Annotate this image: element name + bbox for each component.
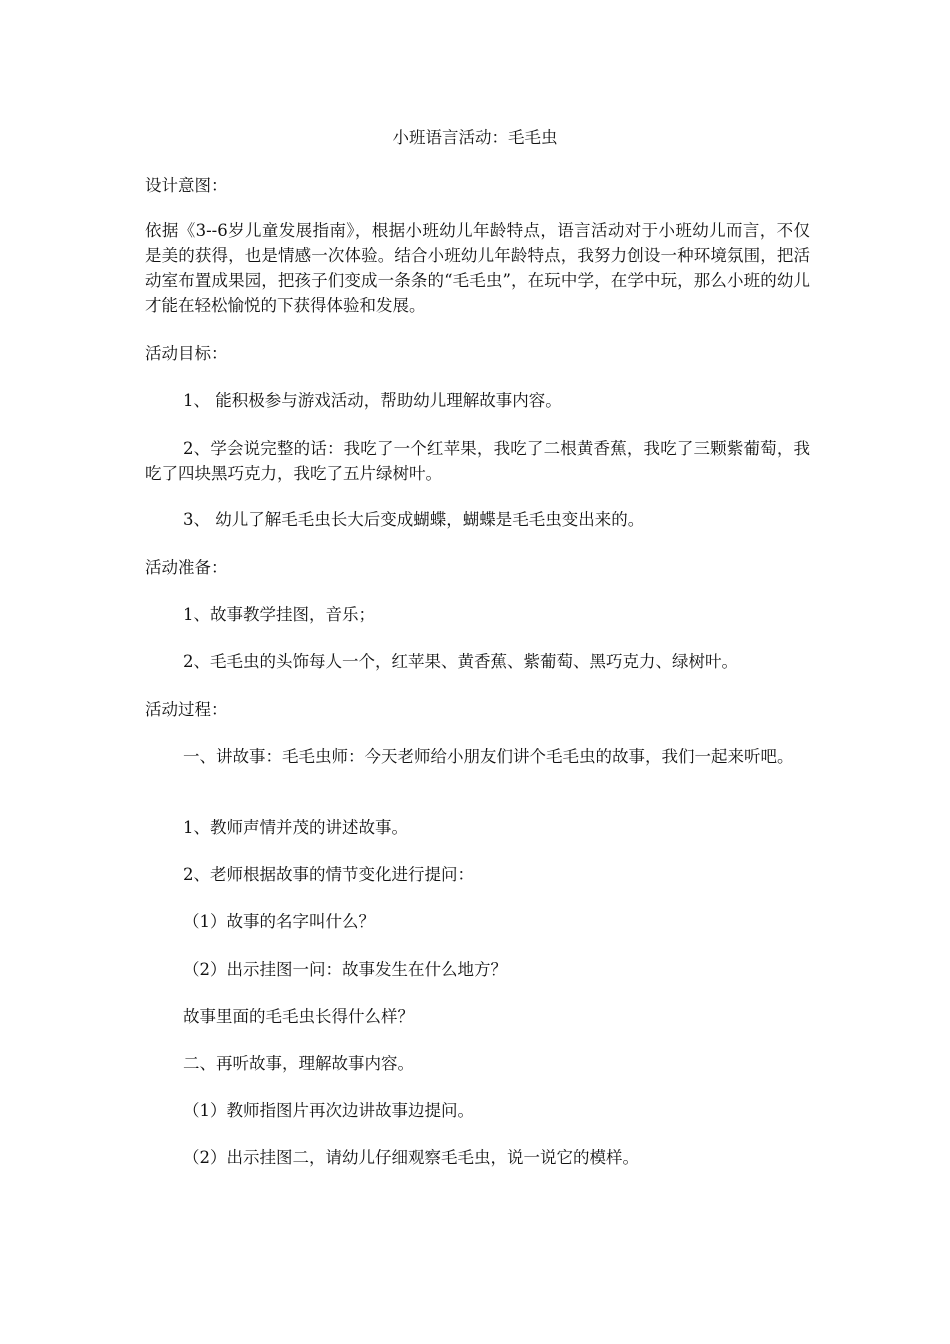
process-step-1-1: 1、教师声情并茂的讲述故事。 — [183, 818, 408, 837]
process-question-1: （1）故事的名字叫什么？ — [183, 912, 375, 931]
preparation-item-2: 2、毛毛虫的头饰每人一个，红苹果、黄香蕉、紫葡萄、黑巧克力、绿树叶。 — [183, 652, 738, 671]
goal-item-2: 2、学会说完整的话：我吃了一个红苹果，我吃了二根黄香蕉，我吃了三颗紫葡萄，我吃了四块黑巧克力，我吃了五片绿树叶。 — [145, 439, 810, 483]
document-title: 小班语言活动：毛毛虫 — [392, 128, 558, 147]
preparation-item-1: 1、故事教学挂图，音乐； — [183, 605, 375, 624]
process-step-1: 一、讲故事：毛毛虫师：今天老师给小朋友们讲个毛毛虫的故事，我们一起来听吧。 — [183, 747, 794, 766]
goal-item-3: 3、 幼儿了解毛毛虫长大后变成蝴蝶，蝴蝶是毛毛虫变出来的。 — [183, 510, 645, 529]
process-step-2: 二、再听故事，理解故事内容。 — [183, 1054, 414, 1073]
goal-item-1: 1、 能积极参与游戏活动，帮助幼儿理解故事内容。 — [183, 391, 562, 410]
process-step-2-b: （2）出示挂图二，请幼儿仔细观察毛毛虫，说一说它的模样。 — [183, 1148, 639, 1167]
goals-heading: 活动目标： — [145, 344, 228, 363]
process-step-1-2: 2、老师根据故事的情节变化进行提问： — [183, 865, 474, 884]
design-intent-paragraph: 依据《3--6岁儿童发展指南》，根据小班幼儿年龄特点，语言活动对于小班幼儿而言，不仅是美的获得，也是情感一次体验。结合小班幼儿年龄特点，我努力创设一种环境氛围，把活动室布置成果园，把孩子们变成一条条的“毛毛虫”，在玩中学，在学中玩，那么小班的幼儿才能在轻松愉悦的下获得体验和发展。 — [145, 221, 810, 315]
process-step-2-a: （1）教师指图片再次边讲故事边提问。 — [183, 1101, 474, 1120]
process-question-2: （2）出示挂图一问：故事发生在什么地方？ — [183, 960, 507, 979]
process-heading: 活动过程： — [145, 700, 228, 719]
design-intent-heading: 设计意图： — [145, 176, 228, 195]
process-question-3: 故事里面的毛毛虫长得什么样？ — [183, 1007, 414, 1026]
preparation-heading: 活动准备： — [145, 558, 228, 577]
